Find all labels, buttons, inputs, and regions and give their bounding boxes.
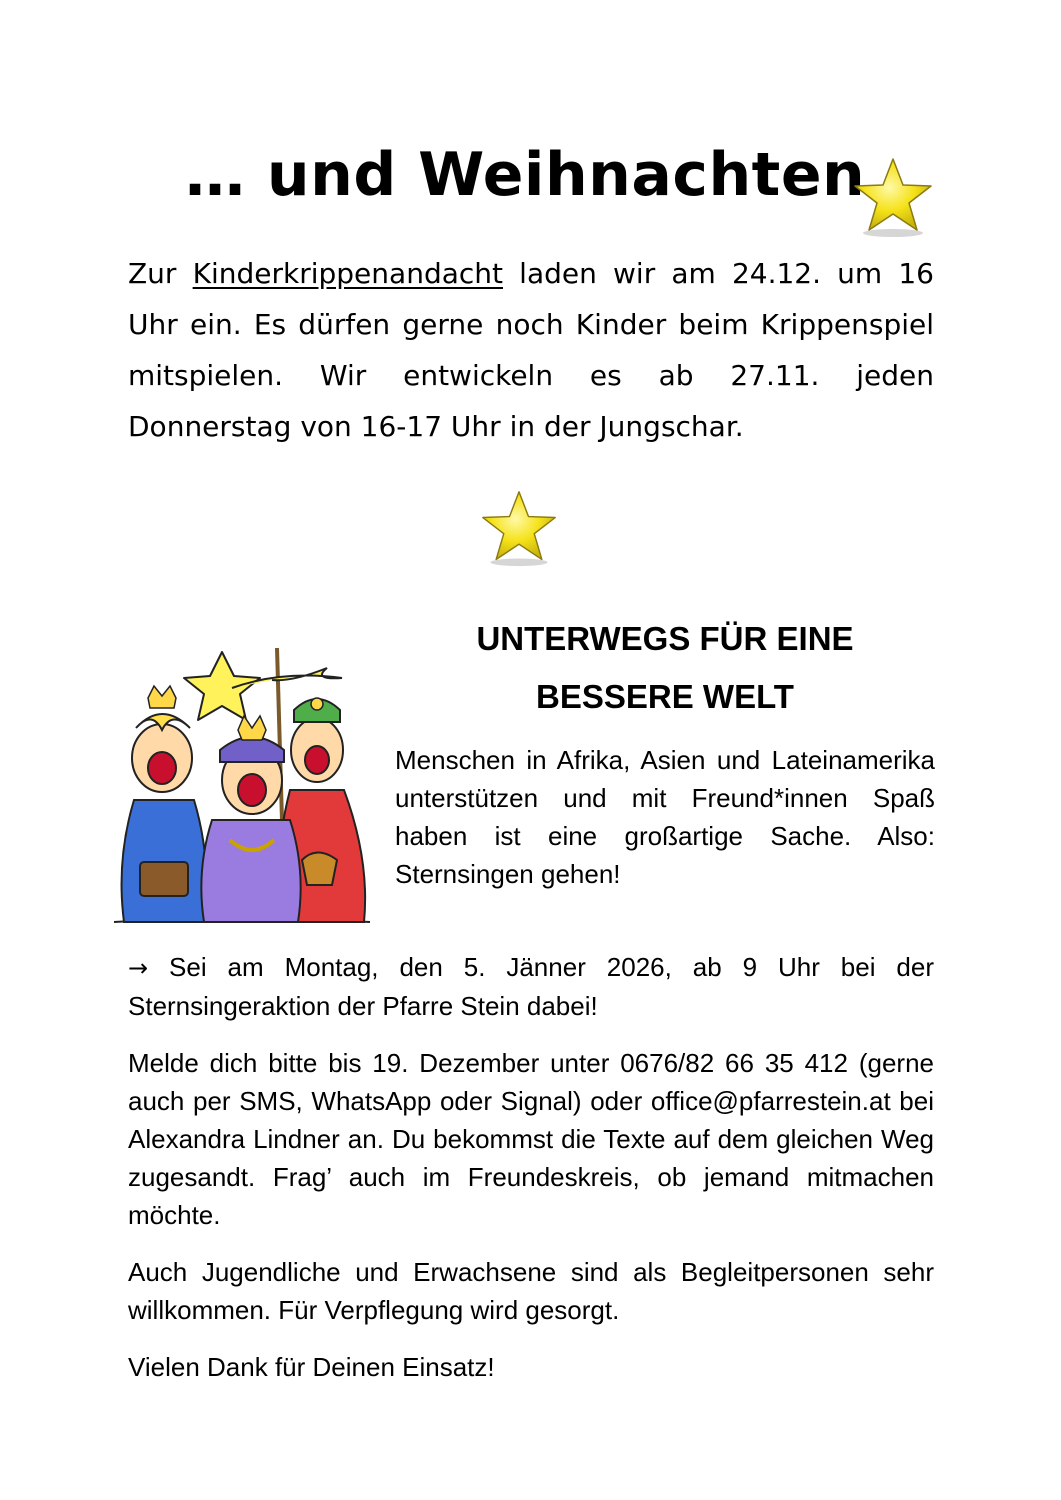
thanks-paragraph: Vielen Dank für Deinen Einsatz! (128, 1352, 495, 1382)
date-paragraph (128, 948, 934, 1025)
sternsingen-intro-paragraph: Menschen in Afrika, Asien und Lateinamerika unterstützen und mit Freund*innen Spaß haben ist eine großartige Sache. Also: Sternsingen gehen! (395, 745, 935, 889)
date-text: Sei am Montag, den 5. Jänner 2026, ab 9 Uhr bei der Sternsingeraktion der Pfarre Stein dabei! (128, 952, 934, 1021)
intro-paragraph (128, 248, 934, 452)
intro-rest: laden wir am 24.12. um 16 Uhr ein. Es dürfen gerne noch Kinder beim Krippenspiel mitspielen. Wir entwickeln es ab 27.11. jeden Donnerstag von 16-17 Uhr in der Jungschar. (128, 257, 935, 443)
sternsingen-heading (420, 610, 910, 726)
intro-prefix: Zur (128, 257, 193, 290)
star-icon (480, 488, 558, 568)
star-icon (853, 155, 933, 239)
heading-line-2: BESSERE WELT (536, 678, 794, 715)
page-title: … und Weihnachten (185, 140, 866, 210)
registration-paragraph: Melde dich bitte bis 19. Dezember unter 0676/82 66 35 412 (gerne auch per SMS, WhatsApp oder Signal) oder office@pfarrestein.at bei Alexandra Lindner an. Du bekommst die Texte auf dem gleichen Weg zugesandt. Frag’ auch im Freundeskreis, ob jemand mitmachen möchte. (128, 1048, 934, 1230)
kinderkrippenandacht-text: Kinderkrippenandacht (192, 257, 503, 290)
sternsingen-details (128, 948, 934, 1405)
arrow-right-icon: → (128, 954, 149, 982)
three-kings-illustration (112, 640, 374, 928)
heading-line-1: UNTERWEGS FÜR EINE (476, 620, 854, 657)
companions-paragraph: Auch Jugendliche und Erwachsene sind als Begleitpersonen sehr willkommen. Für Verpflegung wird gesorgt. (128, 1257, 934, 1325)
